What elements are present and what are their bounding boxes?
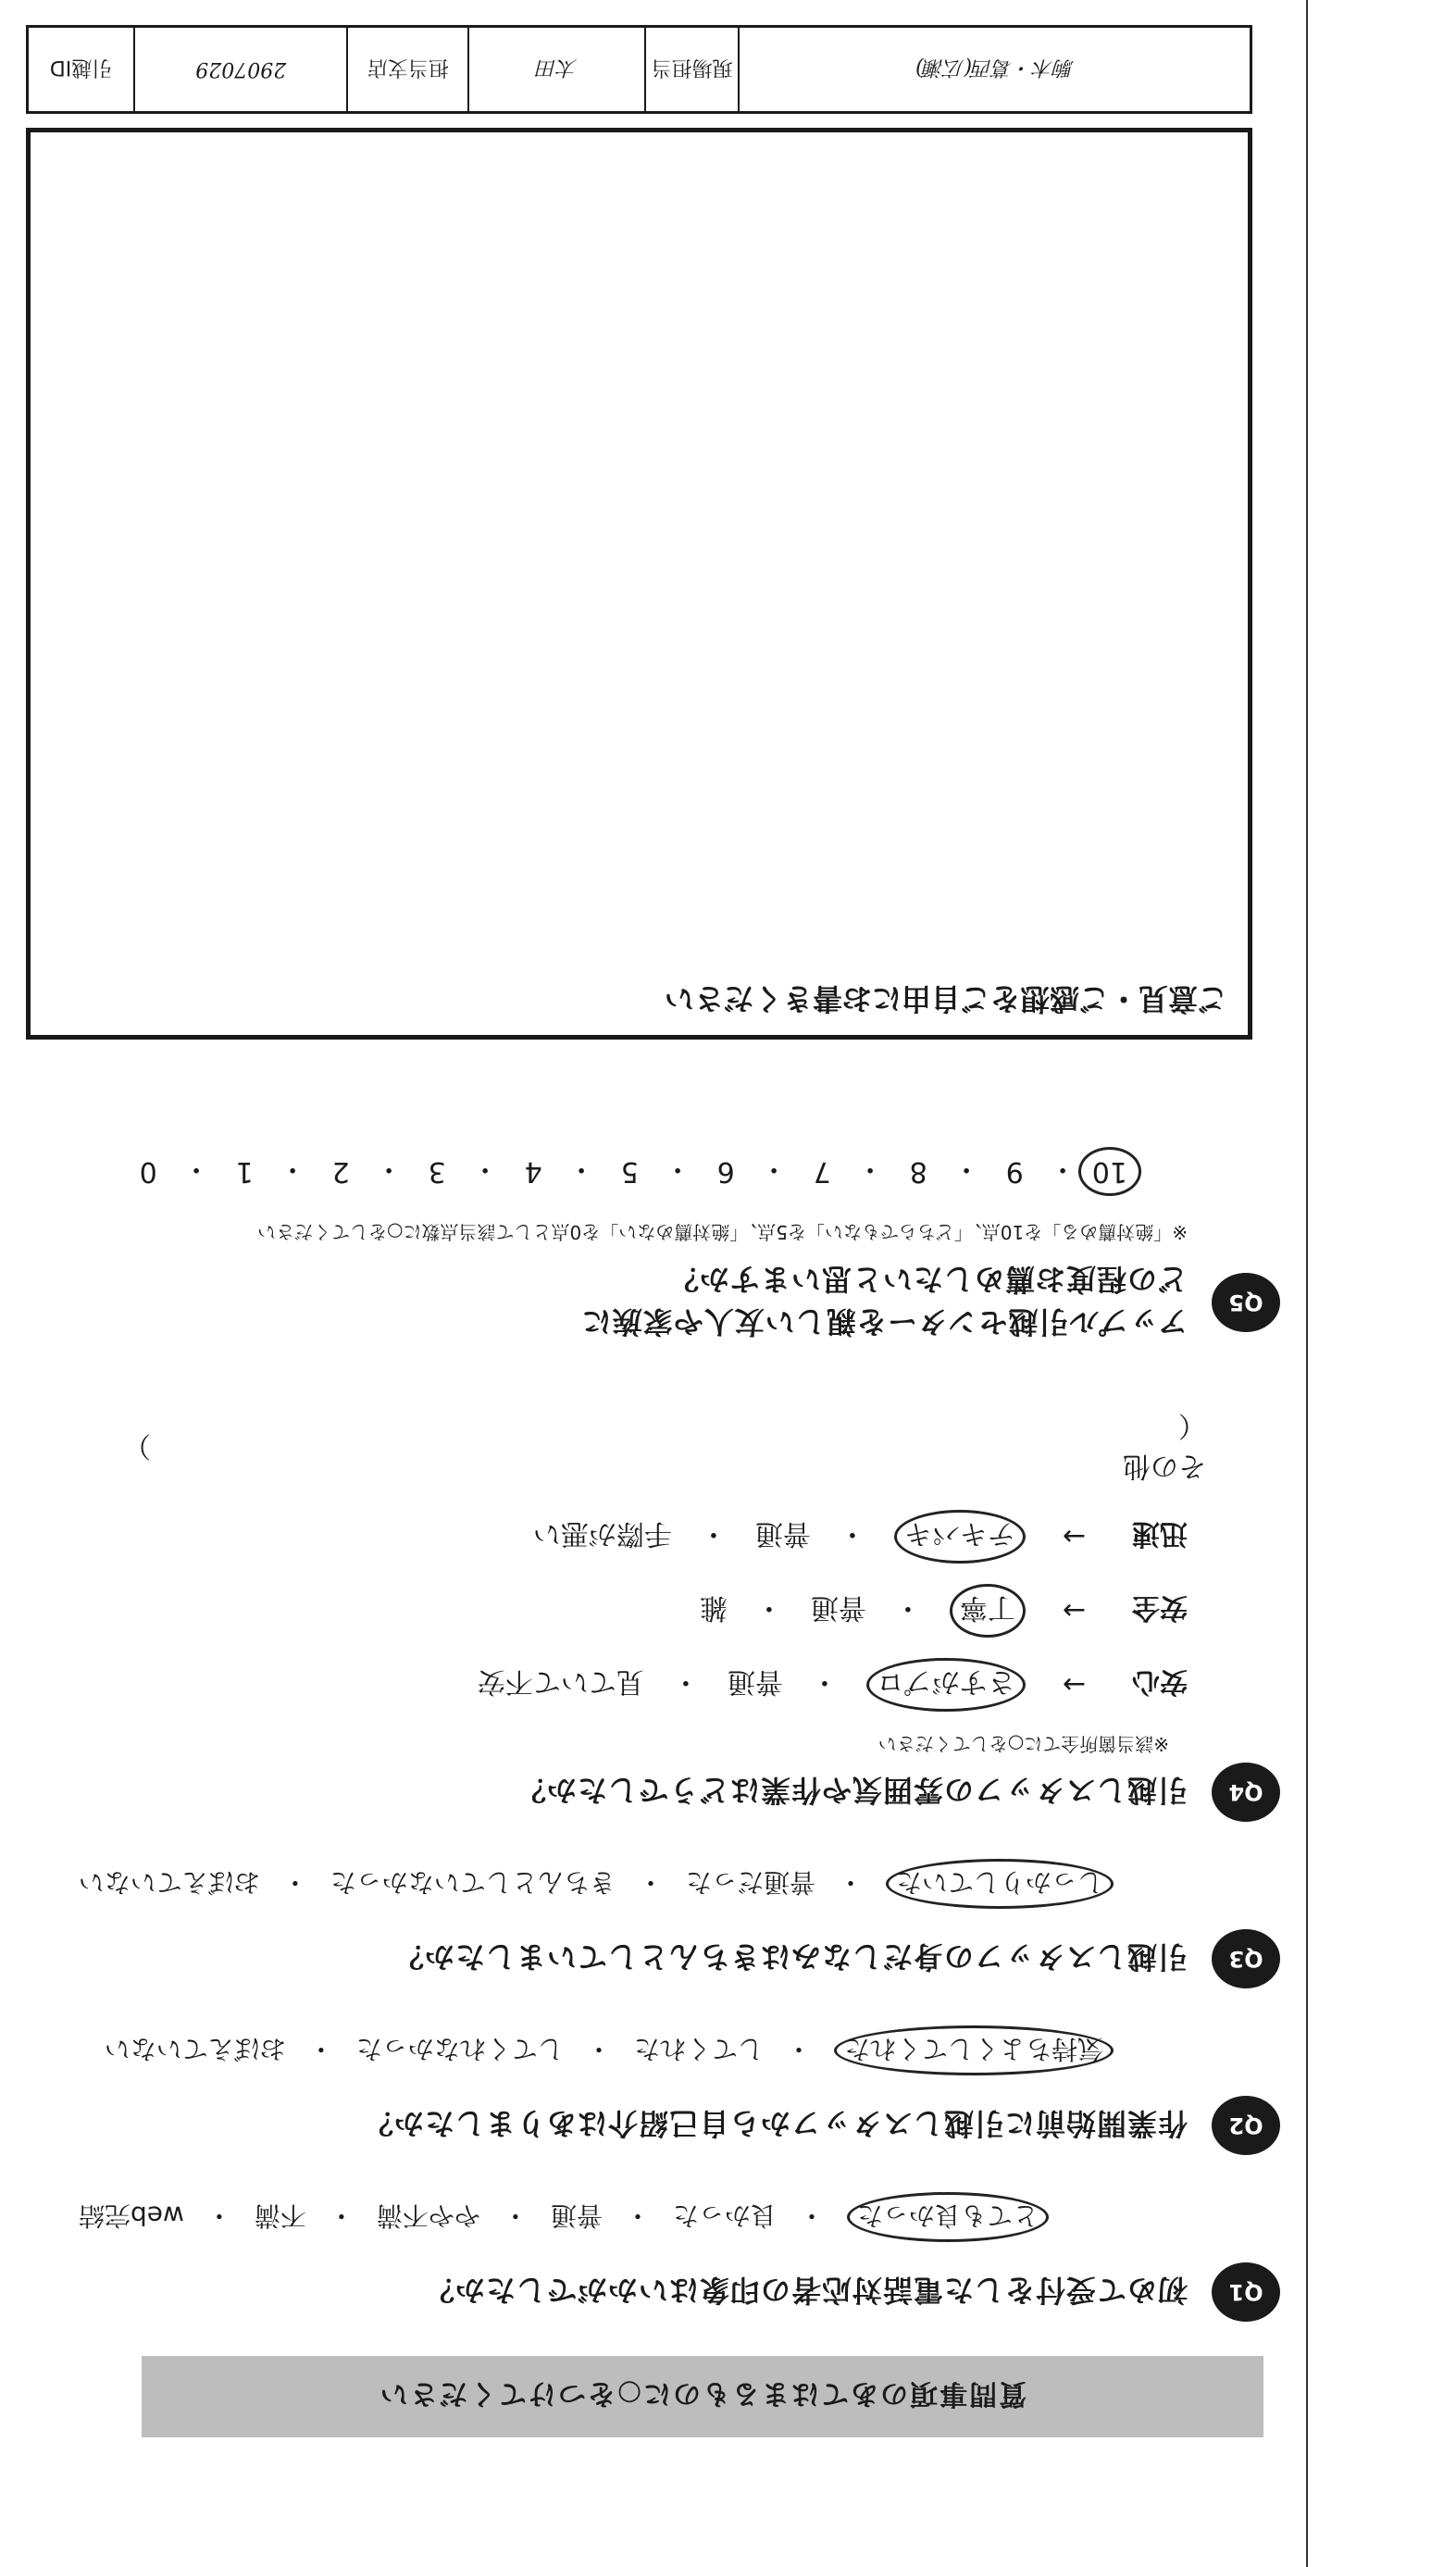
question-2 — [104, 2025, 1280, 2155]
q2-options: 気持ちよくしてくれた ・ してくれた ・ してくれなかった ・ おぼえていない — [123, 2025, 1114, 2075]
q2-option-pleasant[interactable]: 気持ちよくしてくれた — [834, 2025, 1114, 2075]
q5-badge: Q5 — [1212, 1273, 1280, 1332]
q5-score-1[interactable]: 1 — [235, 1155, 254, 1189]
q4-safety-normal[interactable]: 普通 — [810, 1591, 866, 1624]
q5-scale: 10 ・ 9 ・ 8 ・ 7 ・ 6 ・ 5 ・ 4 ・ 3 ・ 2 ・ 1 ・ 0 — [123, 1152, 1141, 1192]
q2-badge: Q2 — [1212, 2096, 1280, 2155]
q1-option-slightly-unsatisfied[interactable]: やや不満 — [376, 2200, 480, 2231]
q4-other-close: ） — [123, 1429, 151, 1462]
q5-score-5[interactable]: 5 — [620, 1155, 639, 1189]
id-info-bar — [26, 25, 1252, 114]
q5-score-10[interactable]: 10 — [1078, 1148, 1141, 1197]
question-3 — [78, 1859, 1280, 1988]
q3-option-not-neat[interactable]: きちんとしていなかった — [330, 1867, 616, 1898]
leader-label: 現場担当 — [644, 28, 738, 111]
q3-options: しっかりしていた ・ 普通だった ・ きちんとしていなかった ・ おぼえていない — [123, 1859, 1114, 1909]
q1-option-very-good[interactable]: とても良かった — [847, 2192, 1049, 2242]
q1-option-web[interactable]: web完結 — [78, 2200, 184, 2231]
q4-row-safety: 安全 → 丁寧 ・ 普通 ・ 雑 — [123, 1584, 1188, 1638]
branch-value: 太田 — [467, 28, 644, 111]
q1-option-unsatisfied[interactable]: 不満 — [254, 2200, 306, 2231]
q4-other-row — [123, 1408, 1206, 1489]
q5-score-9[interactable]: 9 — [1005, 1155, 1024, 1189]
q5-score-8[interactable]: 8 — [909, 1155, 927, 1189]
q5-text-line1: アップル引越センターを親しい友人や家族に — [580, 1304, 1188, 1340]
arrow-icon: → — [1062, 1594, 1086, 1627]
q5-score-6[interactable]: 6 — [716, 1155, 735, 1189]
q4-safety-rough[interactable]: 雑 — [699, 1591, 728, 1624]
q2-option-did-not[interactable]: してくれなかった — [355, 2034, 564, 2064]
q5-score-0[interactable]: 0 — [139, 1155, 157, 1189]
q4-badge: Q4 — [1212, 1763, 1280, 1822]
question-1 — [78, 2192, 1280, 2322]
q2-text: 作業開始前に引越しスタッフから自己紹介はありましたか？ — [362, 2106, 1188, 2141]
q2-option-did[interactable]: してくれた — [633, 2034, 764, 2064]
q4-relief-pro[interactable]: さすがプロ — [866, 1658, 1026, 1712]
id-label: 引越ID — [49, 56, 113, 80]
q4-text: 引越しスタッフの雰囲気や作業はどうでしたか？ — [515, 1773, 1188, 1808]
q4-row-speed: 迅速 → テキパキ ・ 普通 ・ 手際が悪い — [123, 1510, 1188, 1564]
q3-option-normal[interactable]: 普通だった — [685, 1867, 815, 1898]
q4-row-safety-label: 安全 — [1132, 1591, 1188, 1624]
arrow-icon: → — [1062, 1520, 1086, 1553]
q1-options: とても良かった ・ 良かった ・ 普通 ・ やや不満 ・ 不満 ・ web完結 — [123, 2192, 1049, 2242]
q4-other-label: その他（ — [1123, 1409, 1206, 1482]
q3-badge: Q3 — [1212, 1929, 1280, 1988]
q3-option-neat[interactable]: しっかりしていた — [886, 1859, 1114, 1909]
q5-note: ※「絶対薦める」を10点、「どちらでもない」を5点、「絶対薦めない」を0点として該当点数に○をしてください — [257, 1221, 1188, 1243]
q4-speed-normal[interactable]: 普通 — [754, 1517, 811, 1550]
q1-option-normal[interactable]: 普通 — [550, 2200, 603, 2231]
q5-text-line2: どの程度お薦めしたいと思いますか？ — [667, 1262, 1188, 1297]
instruction-banner — [142, 2356, 1263, 2437]
q4-speed-brisk[interactable]: テキパキ — [894, 1510, 1026, 1564]
id-value: 2907029 — [133, 28, 346, 111]
q4-row-relief-label: 安心 — [1132, 1665, 1188, 1698]
comment-box[interactable] — [26, 128, 1252, 1040]
q5-score-2[interactable]: 2 — [331, 1155, 350, 1189]
comment-box-title: ご意見・ご感想をご自由にお書きください — [664, 981, 1227, 1016]
q5-score-3[interactable]: 3 — [428, 1155, 446, 1189]
question-5 — [123, 1152, 1280, 1345]
q4-row-speed-label: 迅速 — [1132, 1517, 1188, 1550]
leader-value: 駒木・葛西(広瀬) — [738, 28, 1250, 111]
q1-badge: Q1 — [1212, 2262, 1280, 2322]
q2-option-dont-remember[interactable]: おぼえていない — [104, 2034, 286, 2064]
q1-option-good[interactable]: 良かった — [672, 2200, 777, 2231]
q1-text: 初めて受付をした電話対応者の印象はいかがでしたか？ — [423, 2273, 1188, 2308]
q4-row-relief: 安心 → さすがプロ ・ 普通 ・ 見ていて不安 — [123, 1658, 1188, 1712]
q4-relief-anxious[interactable]: 見ていて不安 — [477, 1665, 644, 1698]
instruction-text: 質問事項のあてはまるものに○をつけてください — [378, 2377, 1027, 2410]
q5-score-7[interactable]: 7 — [813, 1155, 831, 1189]
arrow-icon: → — [1062, 1668, 1086, 1701]
question-4 — [123, 1408, 1280, 1822]
page-edge-line — [1306, 0, 1308, 2567]
q4-relief-normal[interactable]: 普通 — [727, 1665, 783, 1698]
q3-text: 引越しスタッフの身だしなみはきちんとしていましたか？ — [392, 1939, 1188, 1975]
q4-safety-careful[interactable]: 丁寧 — [950, 1584, 1026, 1638]
branch-label: 担当支店 — [346, 28, 467, 111]
q5-score-4[interactable]: 4 — [524, 1155, 542, 1189]
q4-note: ※該当箇所全てに○をしてください — [877, 1733, 1169, 1755]
q3-option-dont-remember[interactable]: おぼえていない — [78, 1867, 260, 1898]
q4-speed-clumsy[interactable]: 手際が悪い — [532, 1517, 672, 1550]
